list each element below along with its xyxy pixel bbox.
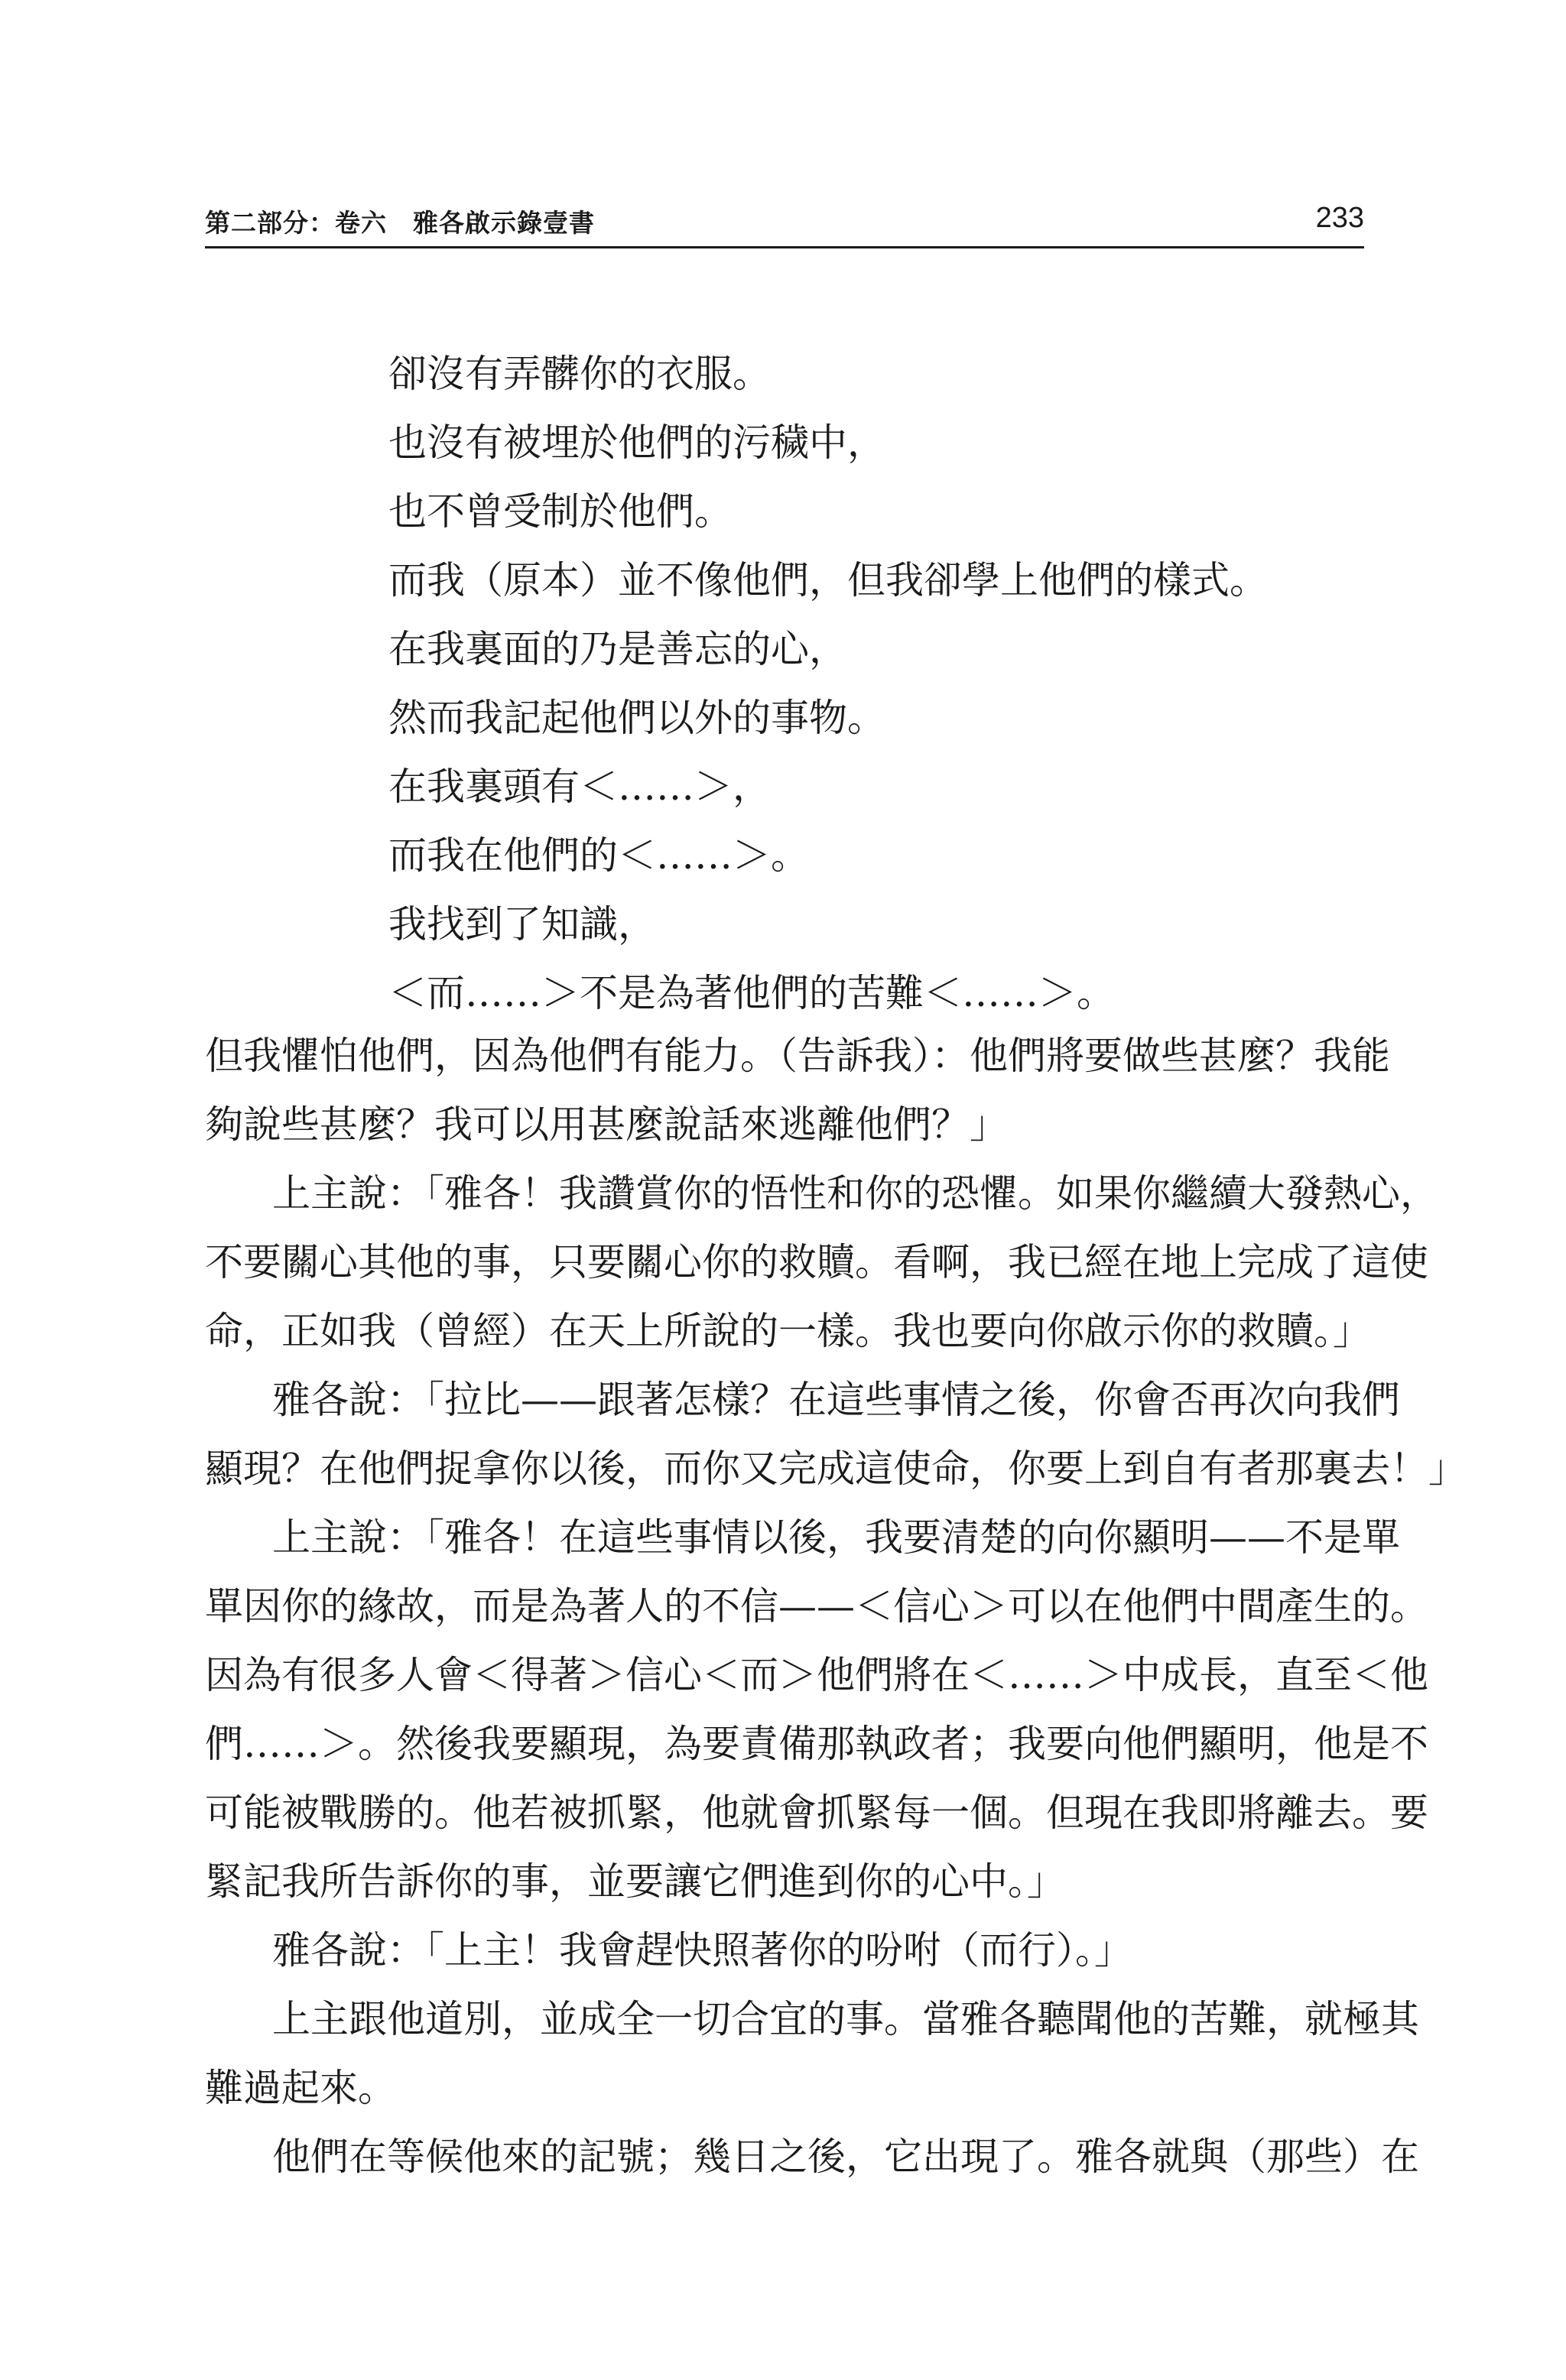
verse-line: 而我（原本）並不像他們，但我卻學上他們的樣式。	[388, 558, 1268, 602]
prose-line: 上主說：「雅各！在這些事情以後，我要清楚的向你顯明——不是單	[272, 1515, 1400, 1560]
verse-line: 也沒有被埋於他們的污穢中，	[388, 420, 885, 465]
verse-line: 在我裏面的乃是善忘的心，	[388, 627, 847, 671]
prose-block	[205, 1021, 1467, 2191]
prose-line: 緊記我所告訴你的事，並要讓它們進到你的心中。」	[205, 1859, 1065, 1904]
verse-line: 而我在他們的＜……＞。	[388, 833, 809, 878]
verse-line: 我找到了知識，	[388, 902, 656, 946]
prose-line: 單因你的緣故，而是為著人的不信——＜信心＞可以在他們中間產生的。	[205, 1584, 1428, 1628]
prose-line: 顯現？在他們捉拿你以後，而你又完成這使命，你要上到自有者那裏去！」	[205, 1447, 1467, 1491]
prose-line: 命，正如我（曾經）在天上所說的一樣。我也要向你啟示你的救贖。」	[205, 1309, 1371, 1353]
prose-line: 因為有很多人會＜得著＞信心＜而＞他們將在＜……＞中成長，直至＜他	[205, 1653, 1428, 1697]
running-header	[205, 200, 1364, 248]
prose-line: 上主說：「雅各！我讚賞你的悟性和你的恐懼。如果你繼續大發熱心，	[272, 1171, 1438, 1216]
prose-line: 雅各說：「拉比——跟著怎樣？在這些事情之後，你會否再次向我們	[272, 1378, 1400, 1422]
verse-line: 在我裏頭有＜……＞，	[388, 765, 771, 809]
prose-line: 難過起來。	[205, 2066, 396, 2110]
prose-line: 但我懼怕他們，因為他們有能力。（告訴我）：他們將要做些甚麼？我能	[205, 1034, 1390, 1078]
verse-line: ＜而……＞不是為著他們的苦難＜……＞。	[388, 971, 1115, 1015]
verse-line: 然而我記起他們以外的事物。	[388, 696, 885, 740]
prose-line: 雅各說：「上主！我會趕快照著你的吩咐（而行）。」	[272, 1928, 1132, 1973]
prose-line: 上主跟他道別，並成全一切合宜的事。當雅各聽聞他的苦難，就極其	[272, 1997, 1419, 2041]
prose-line: 不要關心其他的事，只要關心你的救贖。看啊，我已經在地上完成了這使	[205, 1240, 1428, 1284]
verse-line: 也不曾受制於他們。	[388, 489, 733, 534]
prose-line: 們……＞。然後我要顯現，為要責備那執政者；我要向他們顯明，他是不	[205, 1722, 1428, 1766]
section-title: 第二部分：卷六 雅各啟示錄壹書	[205, 208, 595, 238]
prose-line: 可能被戰勝的。他若被抓緊，他就會抓緊每一個。但現在我即將離去。要	[205, 1791, 1428, 1835]
page-number: 233	[1315, 202, 1364, 234]
verse-line: 卻沒有弄髒你的衣服。	[388, 352, 771, 396]
prose-line: 夠說些甚麼？我可以用甚麼說話來逃離他們？」	[205, 1102, 1008, 1147]
verse-block	[388, 339, 1367, 1028]
prose-line: 他們在等候他來的記號；幾日之後，它出現了。雅各就與（那些）在	[272, 2135, 1419, 2179]
